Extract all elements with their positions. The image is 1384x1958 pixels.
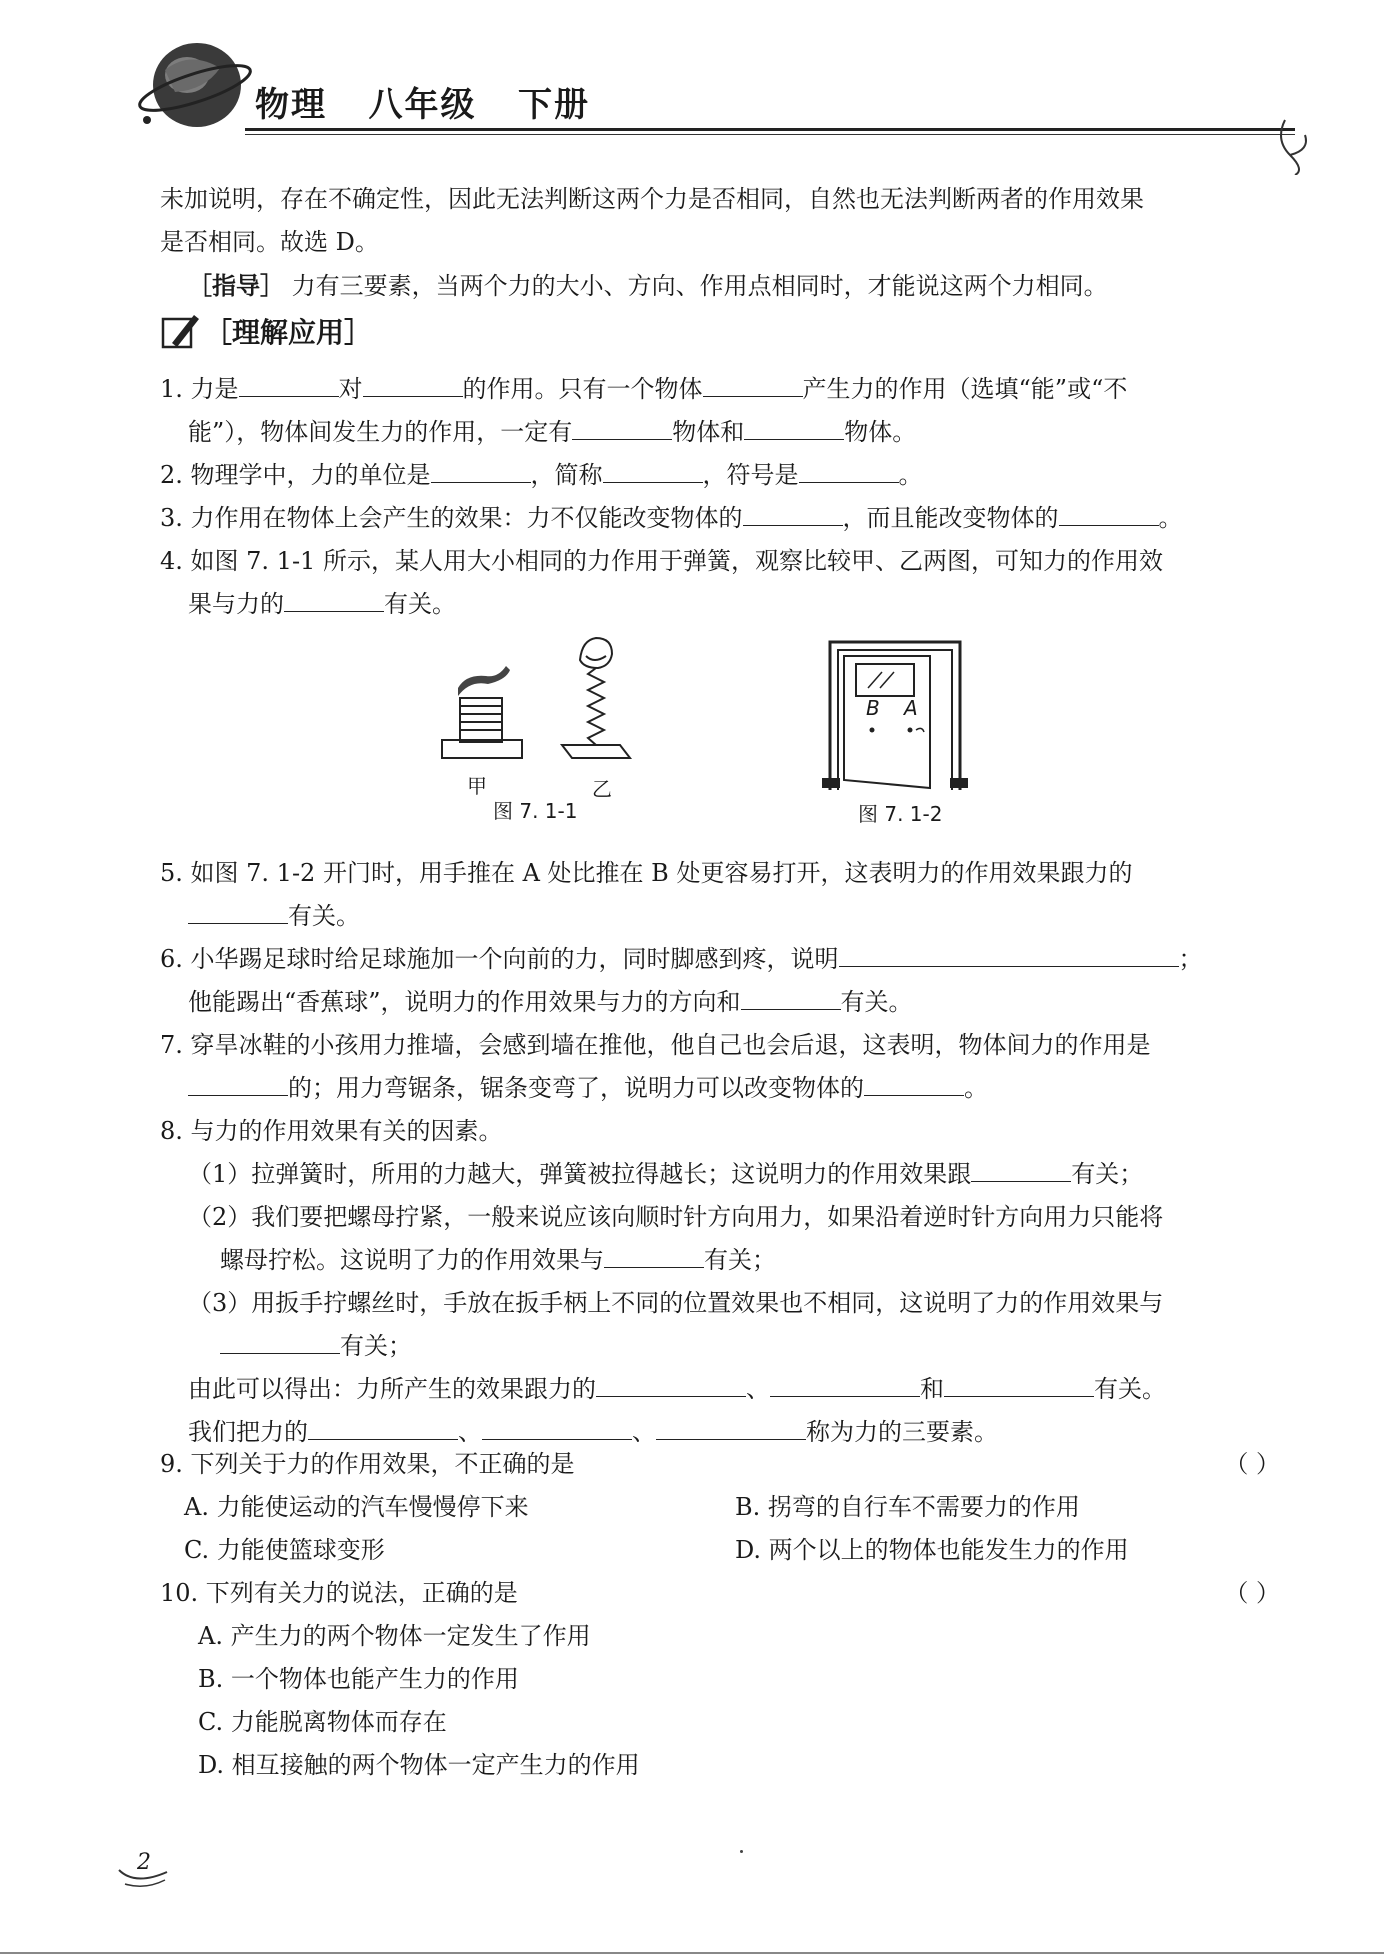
q6-text: 他能踢出“香蕉球”，说明力的作用效果与力的方向和 xyxy=(188,988,741,1016)
q8-text: 有关； xyxy=(340,1332,412,1360)
question-4 xyxy=(160,540,1280,583)
q3-text: 3. 力作用在物体上会产生的效果：力不仅能改变物体的 xyxy=(160,504,743,532)
question-6-cont xyxy=(160,981,1280,1024)
answer-blank[interactable] xyxy=(188,1069,288,1096)
answer-blank[interactable] xyxy=(308,1413,458,1440)
answer-blank[interactable] xyxy=(220,1327,340,1354)
door-figure xyxy=(810,630,980,790)
answer-blank[interactable] xyxy=(971,1155,1071,1182)
question-1 xyxy=(160,368,1280,411)
q7-text: 的；用力弯锯条，锯条变弯了，说明力可以改变物体的 xyxy=(288,1074,864,1102)
q1-text: 对 xyxy=(338,375,363,403)
answer-blank[interactable] xyxy=(603,456,703,483)
answer-paren[interactable]: （ ） xyxy=(1224,1450,1280,1478)
q7-text: 7. 穿旱冰鞋的小孩用力推墙，会感到墙在推他，他自己也会后退，这表明，物体间力的作用是 xyxy=(160,1031,1151,1059)
answer-blank[interactable] xyxy=(284,585,384,612)
question-6 xyxy=(160,938,1280,981)
q5-text: 5. 如图 7. 1-2 开门时，用手推在 A 处比推在 B 处更容易打开，这表明力的作用效果跟力的 xyxy=(160,859,1133,887)
q1-text: 物体和 xyxy=(672,418,745,446)
question-5 xyxy=(160,852,1280,895)
figure-label-jia: 甲 xyxy=(467,774,487,798)
q8-text: 有关； xyxy=(704,1246,776,1274)
question-8-part1 xyxy=(160,1153,1280,1196)
question-8-part2 xyxy=(160,1196,1280,1239)
question-8 xyxy=(160,1110,1280,1153)
option-c[interactable]: C. 力能使篮球变形 xyxy=(184,1536,385,1564)
q4-text: 果与力的 xyxy=(188,590,284,618)
q3-text: 。 xyxy=(1158,504,1183,532)
q8-text: 由此可以得出：力所产生的效果跟力的 xyxy=(188,1375,596,1403)
q6-text: 有关。 xyxy=(840,988,913,1016)
figure-caption: 图 7. 1-2 xyxy=(858,802,943,826)
answer-blank[interactable] xyxy=(431,456,531,483)
q9-text: 9. 下列关于力的作用效果，不正确的是 xyxy=(160,1450,575,1478)
page-number-text: 2 xyxy=(137,1850,151,1875)
q8-text: 、 xyxy=(746,1375,770,1403)
answer-blank[interactable] xyxy=(703,370,803,397)
guide-label: ［指导］ xyxy=(188,271,284,300)
answer-blank[interactable] xyxy=(741,983,841,1010)
answer-blank[interactable] xyxy=(1059,499,1159,526)
answer-blank[interactable] xyxy=(799,456,899,483)
q2-text: 2. 物理学中，力的单位是 xyxy=(160,461,431,489)
question-4-cont xyxy=(160,583,1280,626)
q8-text: 有关； xyxy=(1071,1160,1144,1188)
book-title: 物理 八年级 下册 xyxy=(255,85,591,125)
option-b[interactable]: B. 拐弯的自行车不需要力的作用 xyxy=(735,1493,1080,1521)
section-title: ［理解应用］ xyxy=(204,316,373,349)
guide-line xyxy=(160,264,1280,308)
intro-line: 未加说明，存在不确定性，因此无法判断这两个力是否相同，自然也无法判断两者的作用效果 xyxy=(160,185,1144,213)
globe-icon xyxy=(135,30,255,140)
q8-text: 、 xyxy=(458,1418,482,1446)
figure-caption: 图 7. 1-1 xyxy=(493,799,578,823)
page-header xyxy=(135,30,1300,140)
question-9-stem xyxy=(160,1443,1280,1486)
intro-block xyxy=(160,178,1280,308)
answer-blank[interactable] xyxy=(864,1069,964,1096)
questions-1-4 xyxy=(160,368,1280,626)
q8-text: 我们把力的 xyxy=(188,1418,308,1446)
q8-text: （2）我们要把螺母拧紧，一般来说应该向顺时针方向用力，如果沿着逆时针方向用力只能将 xyxy=(188,1203,1164,1231)
question-8-summary1 xyxy=(160,1368,1280,1411)
answer-blank[interactable] xyxy=(656,1413,806,1440)
answer-blank[interactable] xyxy=(770,1370,920,1397)
option-b[interactable]: B. 一个物体也能产生力的作用 xyxy=(198,1665,519,1693)
question-9 xyxy=(160,1443,1280,1572)
q8-text: 、 xyxy=(632,1418,656,1446)
q8-text: 称为力的三要素。 xyxy=(806,1418,998,1446)
q6-text: ； xyxy=(1178,945,1203,973)
answer-blank[interactable] xyxy=(363,370,463,397)
question-5-cont xyxy=(160,895,1280,938)
header-rule-thin xyxy=(245,134,1295,135)
answer-blank[interactable] xyxy=(839,940,1179,967)
option-c[interactable]: C. 力能脱离物体而存在 xyxy=(198,1708,447,1736)
q1-text: 1. 力是 xyxy=(160,375,239,403)
q7-text: 。 xyxy=(964,1074,988,1102)
q1-text: 产生力的作用（选填“能”或“不 xyxy=(802,375,1128,403)
q8-text: （1）拉弹簧时，所用的力越大，弹簧被拉得越长；这说明力的作用效果跟 xyxy=(188,1160,972,1188)
q10-text: 10. 下列有关力的说法，正确的是 xyxy=(160,1579,518,1607)
option-a[interactable]: A. 力能使运动的汽车慢慢停下来 xyxy=(184,1493,529,1521)
pencil-icon xyxy=(160,309,202,351)
q2-text: 。 xyxy=(898,461,923,489)
q1-text: 能”），物体间发生力的作用，一定有 xyxy=(188,418,573,446)
question-8-part3 xyxy=(160,1282,1280,1325)
q8-text: 有关。 xyxy=(1094,1375,1166,1403)
bottom-rule xyxy=(0,1952,1384,1954)
intro-line: 是否相同。故选 D。 xyxy=(160,228,379,256)
q2-text: ，简称 xyxy=(530,461,603,489)
question-10 xyxy=(160,1572,1280,1787)
question-7-cont xyxy=(160,1067,1280,1110)
answer-blank[interactable] xyxy=(572,413,672,440)
spring-figure xyxy=(430,630,650,780)
q8-text: 螺母拧松。这说明了力的作用效果与 xyxy=(220,1246,604,1274)
q1-text: 物体。 xyxy=(844,418,917,446)
q6-text: 6. 小华踢足球时给足球施加一个向前的力，同时脚感到疼，说明 xyxy=(160,945,839,973)
q8-text: 8. 与力的作用效果有关的因素。 xyxy=(160,1117,503,1145)
option-row xyxy=(160,1486,1280,1529)
question-7 xyxy=(160,1024,1280,1067)
q5-text: 有关。 xyxy=(288,902,360,930)
q4-text: 有关。 xyxy=(384,590,456,618)
point-label-b: B xyxy=(866,696,880,720)
answer-blank[interactable] xyxy=(239,370,339,397)
question-8-part3-cont xyxy=(160,1325,1280,1368)
answer-blank[interactable] xyxy=(744,413,844,440)
question-8-part2-cont xyxy=(160,1239,1280,1282)
option-d[interactable]: D. 两个以上的物体也能发生力的作用 xyxy=(735,1536,1129,1564)
question-3 xyxy=(160,497,1280,540)
q8-text: （3）用扳手拧螺丝时，手放在扳手柄上不同的位置效果也不相同，这说明了力的作用效果与 xyxy=(188,1289,1164,1317)
figure-label-yi: 乙 xyxy=(592,777,612,801)
answer-blank[interactable] xyxy=(743,499,843,526)
stray-dot xyxy=(740,1850,743,1853)
questions-5-8 xyxy=(160,852,1280,1454)
guide-text: 力有三要素，当两个力的大小、方向、作用点相同时，才能说这两个力相同。 xyxy=(291,272,1108,300)
q4-text: 4. 如图 7. 1-1 所示，某人用大小相同的力作用于弹簧，观察比较甲、乙两图，可知力的作用效 xyxy=(160,547,1163,575)
answer-blank[interactable] xyxy=(604,1241,704,1268)
answer-blank[interactable] xyxy=(482,1413,632,1440)
option-a[interactable]: A. 产生力的两个物体一定发生了作用 xyxy=(198,1622,591,1650)
page-number xyxy=(115,1850,175,1890)
point-label-a: A xyxy=(904,696,918,720)
answer-blank[interactable] xyxy=(944,1370,1094,1397)
question-10-stem xyxy=(160,1572,1280,1615)
question-1-cont xyxy=(160,411,1280,454)
q1-text: 的作用。只有一个物体 xyxy=(462,375,703,403)
q8-text: 和 xyxy=(920,1375,944,1403)
option-d[interactable]: D. 相互接触的两个物体一定产生力的作用 xyxy=(198,1751,640,1779)
answer-blank[interactable] xyxy=(188,897,288,924)
answer-blank[interactable] xyxy=(596,1370,746,1397)
q3-text: ，而且能改变物体的 xyxy=(842,504,1059,532)
header-rule xyxy=(245,128,1295,131)
q2-text: ，符号是 xyxy=(702,461,799,489)
section-heading xyxy=(160,305,460,355)
option-row xyxy=(160,1529,1280,1572)
question-2 xyxy=(160,454,1280,497)
answer-paren[interactable]: （ ） xyxy=(1224,1579,1280,1607)
swirl-icon xyxy=(1265,115,1315,175)
